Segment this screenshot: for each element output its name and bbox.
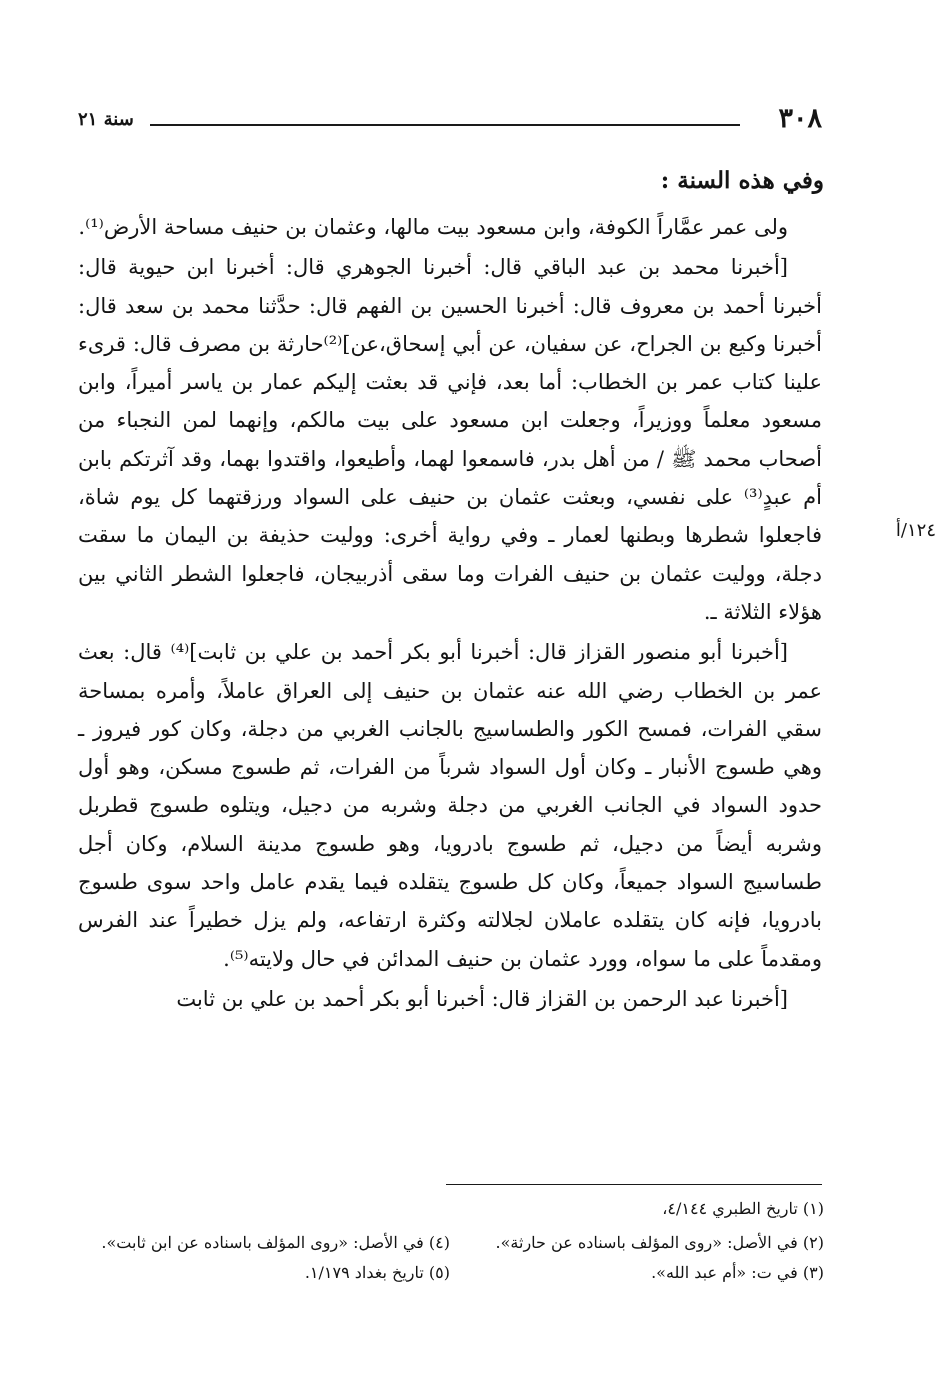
- footnote-5: (٥) تاريخ بغداد ١/١٧٩.: [304, 1263, 450, 1282]
- footnote-rule: [446, 1184, 822, 1185]
- footnote-2: (٢) في الأصل: «روى المؤلف باسناده عن حارثة».: [495, 1233, 824, 1252]
- section-title: وفي هذه السنة :: [660, 167, 824, 194]
- header-rule: [150, 124, 740, 126]
- paragraph-2: [أخبرنا محمد بن عبد الباقي قال: أخبرنا الجوهري قال: أخبرنا ابن حيوية قال: أخبرنا أحمد بن معروف قال: أخبرنا الحسين بن الفهم قال: حدَّثنا محمد بن سعد قال: أخبرنا وكيع بن الجراح، عن سفيان، عن أبي إسحاق،عن]⁽²⁾حارثة بن مصرف قال: قرىء علينا كتاب عمر بن الخطاب: أما بعد، فإني قد بعثت إليكم عمار بن ياسر أميراً، وابن مسعود معلماً ووزيراً، وجعلت ابن مسعود على بيت مالكم، وإنهما لمن النجباء من أصحاب محمد ﷺ / من أهل بدر، فاسمعوا لهما، وأطيعوا، واقتدوا بهما، وقد آثرتكم بابن أم عبدٍ⁽³⁾ على نفسي، وبعثت عثمان بن حنيف على السواد ورزقتهما كل يوم شاة، فاجعلوا شطرها وبطنها لعمار ـ وفي رواية أخرى: ووليت حذيفة بن اليمان ما سقت دجلة، ووليت عثمان بن حنيف الفرات وما سقى أذربيجان، فاجعلوا الشطر الثاني بين هؤلاء الثلاثة ـ.: [78, 255, 822, 624]
- paragraph-4: [أخبرنا عبد الرحمن بن القزاز قال: أخبرنا أبو بكر أحمد بن علي بن ثابت: [176, 986, 788, 1011]
- margin-folio-note: ١٢٤/أ: [895, 520, 936, 541]
- footnote-4: (٤) في الأصل: «روى المؤلف باسناده عن ابن ثابت».: [101, 1233, 450, 1252]
- footnote-1: (١) تاريخ الطبري ٤/١٤٤،: [662, 1199, 824, 1218]
- main-text: [78, 208, 822, 1018]
- page-number: ٣٠٨: [778, 103, 822, 134]
- paragraph-3: [أخبرنا أبو منصور القزاز قال: أخبرنا أبو بكر أحمد بن علي بن ثابت]⁽⁴⁾ قال: بعث عمر بن الخطاب رضي الله عنه عثمان بن حنيف إلى العراق عاملاً، وأمره بمساحة سقي الفرات، فمسح الكور والطساسيج بالجانب الغربي من دجلة، وكان كور فيروز ـ وهي طسوج الأنبار ـ وكان أول السواد شرباً من الفرات، ثم طسوج مسكن، وهو أول حدود السواد في الجانب الغربي من دجلة وشربه من دجيل، ويتلوه طسوج قطربل وشربه أيضاً من دجيل، ثم طسوج بادرويا، وهو طسوج مدينة السلام، وكان أجل طساسيج السواد جميعاً، وكان كل طسوج يتقلده فيما يقدم عامل واحد سوى طسوج بادرويا، فإنه كان يتقلده عاملان لجلالته وكثرة ارتفاعه، ولم يزل خطيراً عند الفرس ومقدماً على ما سواه، وورد عثمان بن حنيف المدائن في حال ولايته⁽⁵⁾.: [78, 640, 822, 971]
- running-header: [78, 104, 822, 138]
- year-label: سنة ٢١: [78, 109, 134, 130]
- footnote-3: (٣) في ت: «أم عبد الله».: [651, 1263, 824, 1282]
- paragraph-1: ولى عمر عمَّاراً الكوفة، وابن مسعود بيت مالها، وعثمان بن حنيف مساحة الأرض⁽¹⁾.: [78, 215, 788, 239]
